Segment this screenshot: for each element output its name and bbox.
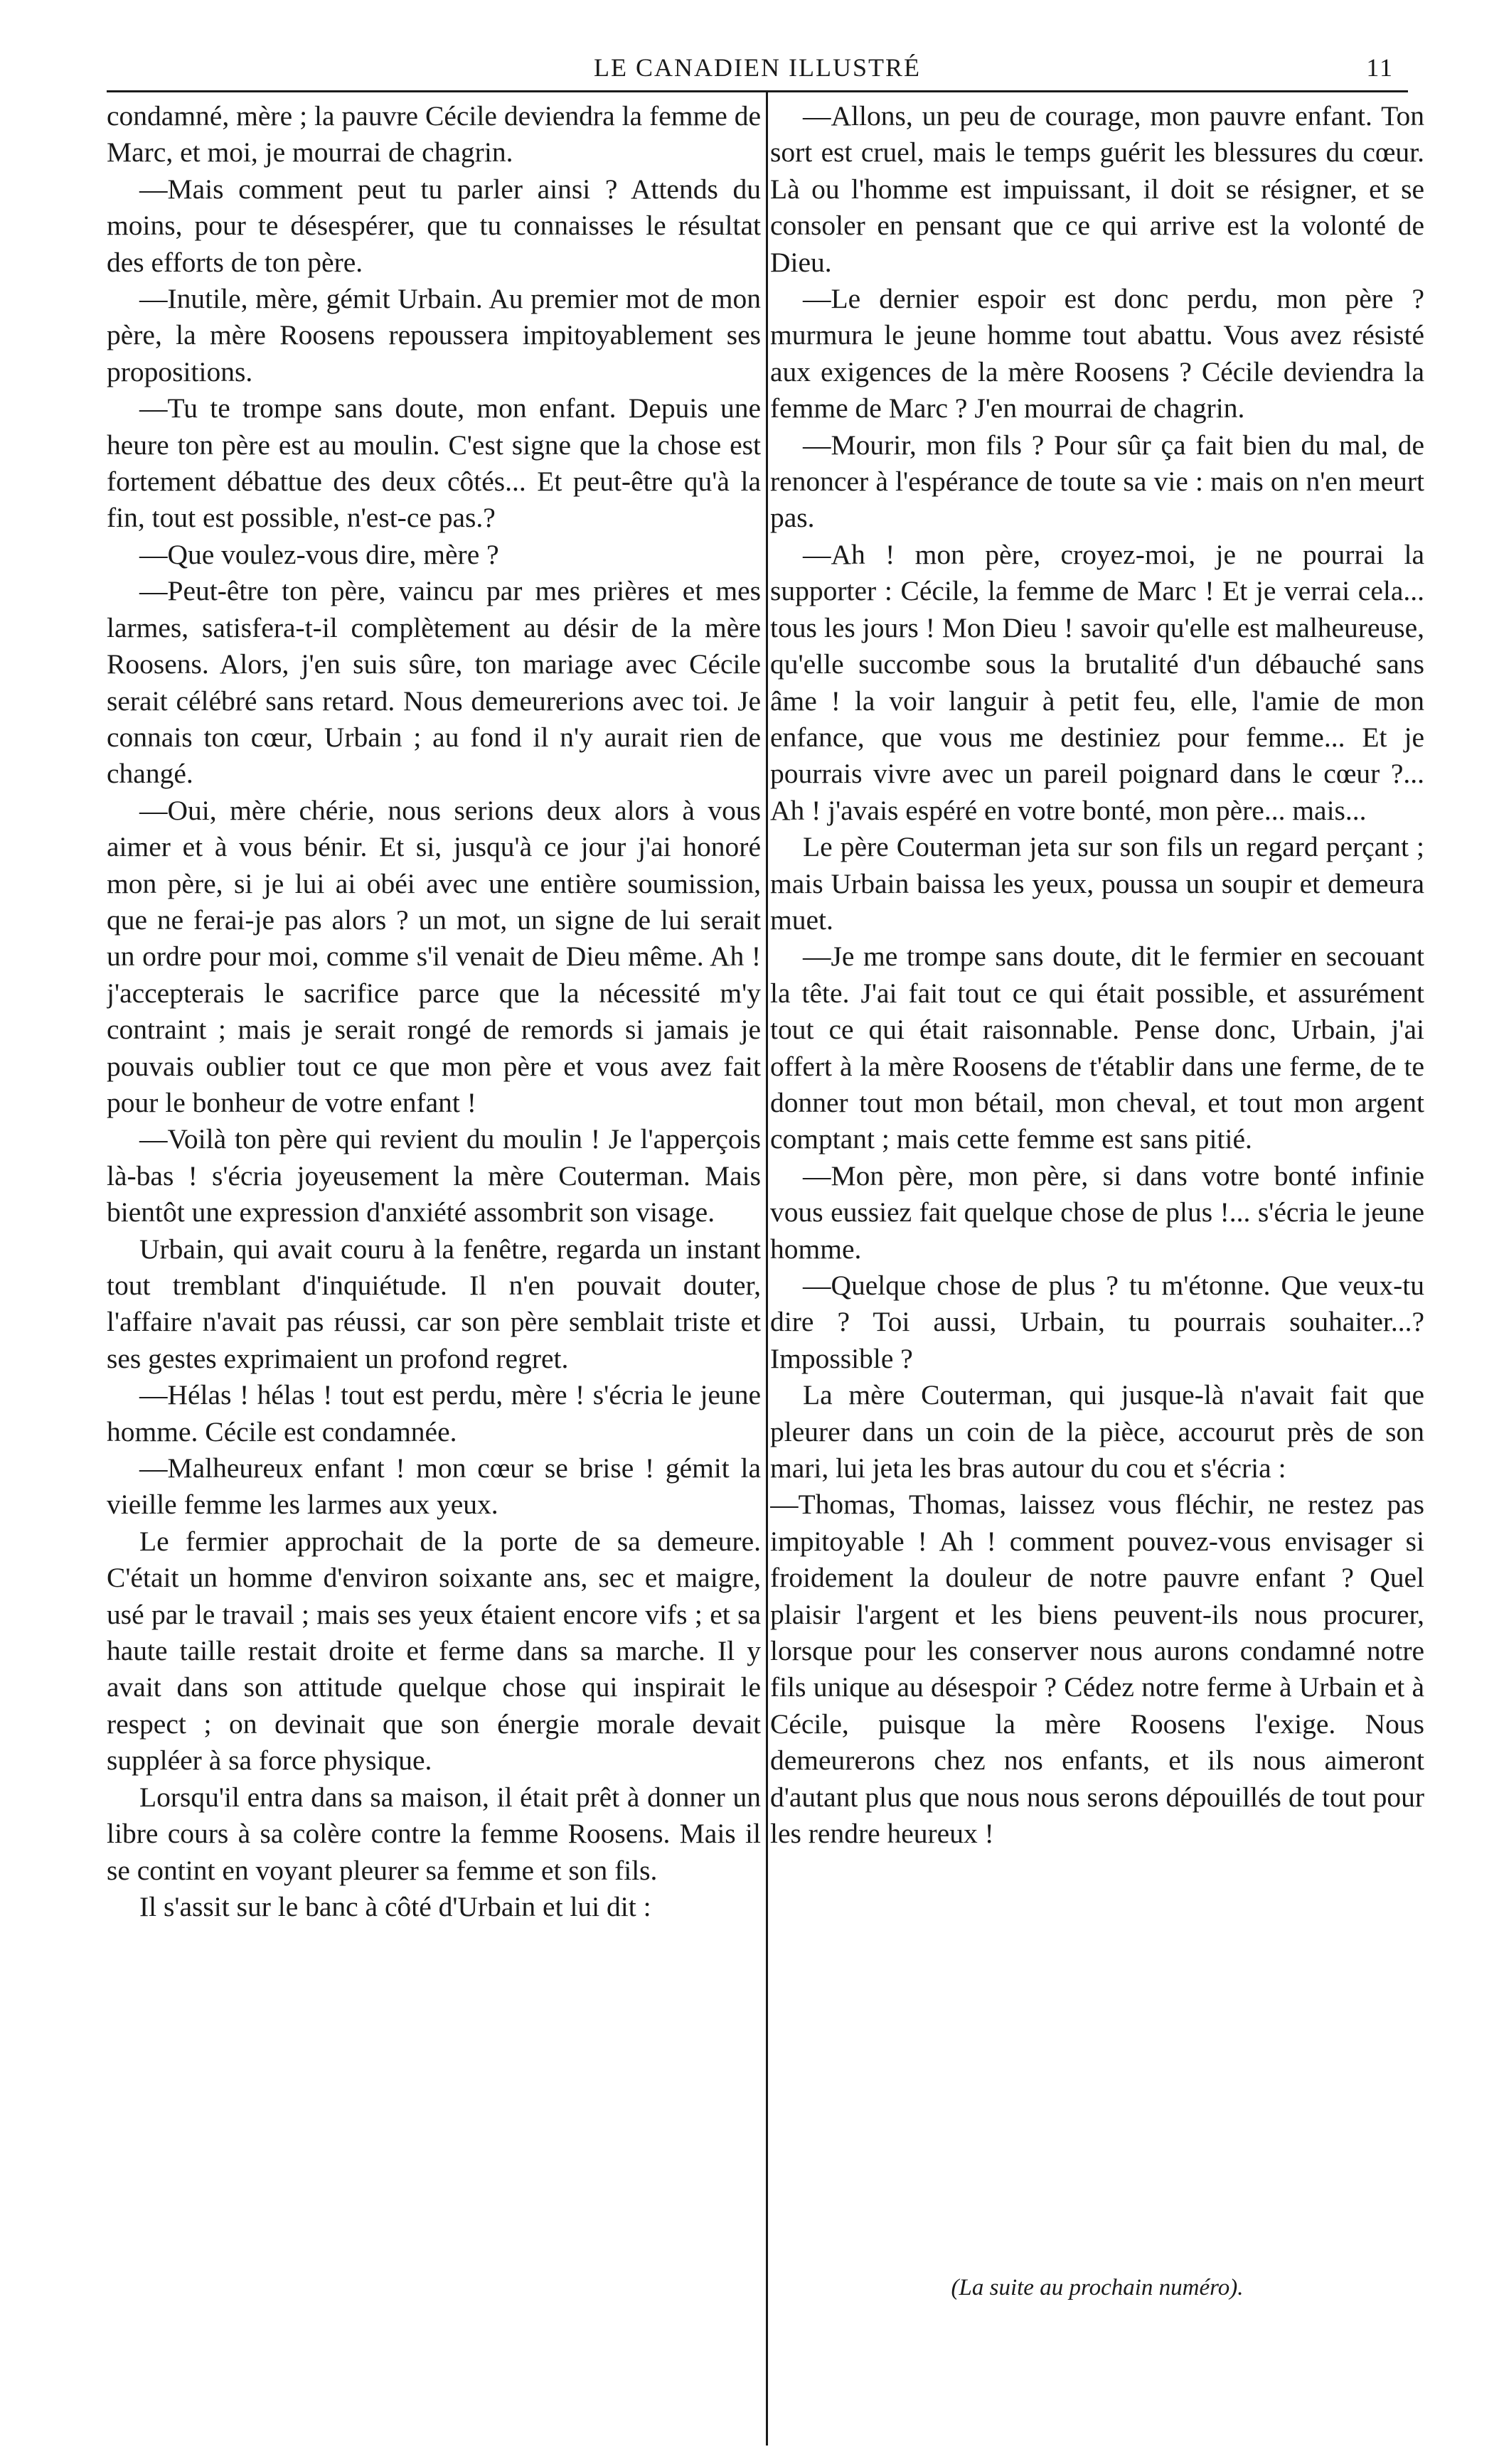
paragraph: Il s'assit sur le banc à côté d'Urbain et lui dit : xyxy=(139,1890,651,1922)
paragraph: —Que voulez-vous dire, mère ? xyxy=(139,538,499,570)
paragraph: —Thomas, Thomas, laissez vous fléchir, ne restez pas impitoyable ! Ah ! comment pouvez-vous envisager si froidement la douleur de notre pauvre enfant ? Quel plaisir l'argent et les biens peuvent-ils nous procurer, lorsque pour les conserver nous aurons condamné notre fils unique au désespoir ? Cédez notre ferme à Urbain et à Cécile, puisque la mère Roosens l'exige. Nous demeurerons chez nos enfants, et ils nous aimeront d'autant plus que nous nous serons dépouillés de tout pour les rendre heureux ! xyxy=(770,1489,1424,1850)
paragraph: —Oui, mère chérie, nous serions deux alors à vous aimer et à vous bénir. Et si, jusqu'à ce jour j'ai honoré mon père, si je lui ai obéi avec une entière soumission, que ne ferai-je pas alors ? un mot, un signe de lui serait un ordre pour moi, comme s'il venait de Dieu même. Ah ! j'accepterais le sacrifice parce que la nécessité m'y contraint ; mais je serait rongé de remords si jamais je pouvais oublier tout ce que mon père et vous avez fait pour le bonheur de votre enfant ! xyxy=(107,794,761,1118)
paragraph: —Je me trompe sans doute, dit le fermier en secouant la tête. J'ai fait tout ce qui était possible, et assurément tout ce qui était raisonnable. Pense donc, Urbain, j'ai offert à la mère Roosens de t'établir dans une ferme, de te donner tout mon bétail, mon cheval, et tout mon argent comptant ; mais cette femme est sans pitié. xyxy=(770,941,1424,1155)
paragraph: Le père Couterman jeta sur son fils un regard perçant ; mais Urbain baissa les yeux, poussa un soupir et demeura muet. xyxy=(770,831,1424,936)
paragraph: condamné, mère ; la pauvre Cécile deviendra la femme de Marc, et moi, je mourrai de chagrin. xyxy=(107,100,761,168)
paragraph: —Mourir, mon fils ? Pour sûr ça fait bien du mal, de renoncer à l'espérance de toute sa vie : mais on n'en meurt pas. xyxy=(770,429,1424,534)
paragraph: La mère Couterman, qui jusque-là n'avait fait que pleurer dans un coin de la pièce, accourut près de son mari, lui jeta les bras autour du cou et s'écria : xyxy=(770,1379,1424,1484)
paragraph: —Hélas ! hélas ! tout est perdu, mère ! s'écria le jeune homme. Cécile est condamnée. xyxy=(107,1379,761,1447)
running-header xyxy=(107,50,1408,90)
header-rule xyxy=(107,90,1408,92)
paragraph: —Quelque chose de plus ? tu m'étonne. Que veux-tu dire ? Toi aussi, Urbain, tu pourrais souhaiter...? Impossible ? xyxy=(770,1270,1424,1374)
paragraph: —Mais comment peut tu parler ainsi ? Attends du moins, pour te désespérer, que tu connaisses le résultat des efforts de ton père. xyxy=(107,173,761,278)
paragraph: Lorsqu'il entra dans sa maison, il était prêt à donner un libre cours à sa colère contre la femme Roosens. Mais il se contint en voyant pleurer sa femme et son fils. xyxy=(107,1781,761,1886)
paragraph: —Mon père, mon père, si dans votre bonté infinie vous eussiez fait quelque chose de plus !... s'écria le jeune homme. xyxy=(770,1159,1424,1265)
paragraph: —Malheureux enfant ! mon cœur se brise ! gémit la vieille femme les larmes aux yeux. xyxy=(107,1452,761,1521)
continuation-note: (La suite au prochain numéro). xyxy=(951,2275,1244,2300)
publication-title: LE CANADIEN ILLUSTRÉ xyxy=(594,53,921,82)
paragraph: —Allons, un peu de courage, mon pauvre enfant. Ton sort est cruel, mais le temps guérit les blessures du cœur. Là ou l'homme est impuissant, il doit se résigner, et se consoler en pensant que ce qui arrive est la volonté de Dieu. xyxy=(770,100,1424,278)
paragraph: —Le dernier espoir est donc perdu, mon père ? murmura le jeune homme tout abattu. Vous avez résisté aux exigences de la mère Roosens ? Cécile deviendra la femme de Marc ? J'en mourrai de chagrin. xyxy=(770,283,1424,424)
paragraph: —Tu te trompe sans doute, mon enfant. Depuis une heure ton père est au moulin. C'est signe que la chose est fortement débattue des deux côtés... Et peut-être qu'à la fin, tout est possible, n'est-ce pas.? xyxy=(107,392,761,534)
paragraph: Le fermier approchait de la porte de sa demeure. C'était un homme d'environ soixante ans, sec et maigre, usé par le travail ; mais ses yeux étaient encore vifs ; et sa haute taille restait droite et ferme dans sa marche. Il y avait dans son attitude quelque chose qui inspirait le respect ; on devinait que son énergie morale devait suppléer à sa force physique. xyxy=(107,1525,761,1777)
left-column xyxy=(107,98,761,2245)
paragraph: —Voilà ton père qui revient du moulin ! Je l'apperçois là-bas ! s'écria joyeusement la mère Couterman. Mais bientôt une expression d'anxiété assombrit son visage. xyxy=(107,1123,761,1228)
paragraph: —Peut-être ton père, vaincu par mes prières et mes larmes, satisfera-t-il complètement au désir de la mère Roosens. Alors, j'en suis sûre, ton mariage avec Cécile serait célébré sans retard. Nous demeurerions avec toi. Je connais ton cœur, Urbain ; au fond il n'y aurait rien de changé. xyxy=(107,575,761,790)
paragraph: Urbain, qui avait couru à la fenêtre, regarda un instant tout tremblant d'inquiétude. Il n'en pouvait douter, l'affaire n'avait pas réussi, car son père semblait triste et ses gestes exprimaient un profond regret. xyxy=(107,1233,761,1374)
right-column xyxy=(770,98,1424,2245)
page-number: 11 xyxy=(1366,53,1394,82)
column-divider xyxy=(766,92,768,2446)
paragraph: —Inutile, mère, gémit Urbain. Au premier mot de mon père, la mère Roosens repoussera impitoyablement ses propositions. xyxy=(107,283,761,387)
paragraph: —Ah ! mon père, croyez-moi, je ne pourrai la supporter : Cécile, la femme de Marc ! Et je verrai cela... tous les jours ! Mon Dieu ! savoir qu'elle est malheureuse, qu'elle succombe sous la brutalité d'un débauché sans âme ! la voir languir à petit feu, elle, l'amie de mon enfance, que vous me destiniez pour femme... Et je pourrais vivre avec un pareil poignard dans le cœur ?... Ah ! j'avais espéré en votre bonté, mon père... mais... xyxy=(770,538,1424,826)
